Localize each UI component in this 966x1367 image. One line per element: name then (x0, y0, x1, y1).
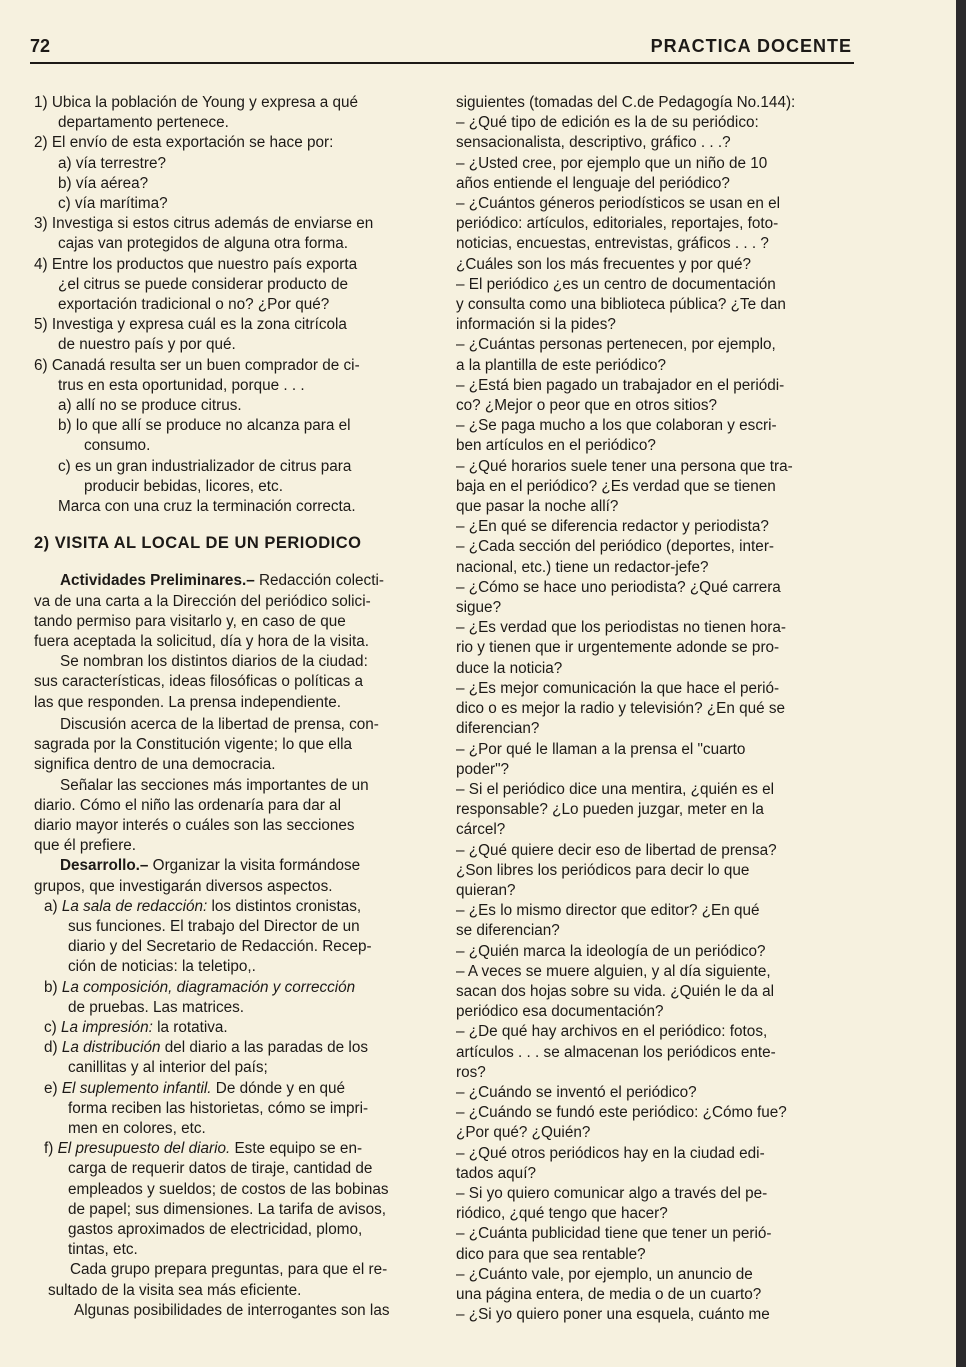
text-line: que pasar la noche allí? (456, 498, 619, 516)
text-line: – A veces se muere alguien, y al día siguiente, (456, 962, 771, 980)
text-line: Cada grupo prepara preguntas, para que el re- (70, 1261, 388, 1279)
text-line: años entiende el lenguaje del periódico? (456, 174, 730, 192)
text-line: Algunas posibilidades de interrogantes son las (74, 1301, 390, 1319)
text-line: duce la noticia? (456, 659, 563, 677)
text-line: carga de requerir datos de tiraje, cantidad de (68, 1160, 373, 1178)
text-line: ¿el citrus se puede considerar producto de (58, 275, 348, 293)
text-line: periódico esa documentación? (456, 1003, 664, 1021)
running-header (30, 36, 852, 62)
text-line: Desarrollo.– Organizar la visita formándose (60, 857, 361, 875)
text-line: fuera aceptada la solicitud, día y hora de la visita. (34, 633, 370, 651)
text-line: ción de noticias: la teletipo,. (68, 958, 256, 976)
run-in-heading: Desarrollo.– (60, 857, 149, 875)
running-title: PRACTICA DOCENTE (650, 36, 852, 56)
text-line: e) El suplemento infantil. De dónde y en qué (44, 1079, 346, 1097)
run-in-heading: Actividades Preliminares.– (60, 572, 255, 590)
text-line: dico o es mejor la radio y televisión? ¿En qué se (456, 700, 786, 718)
text-line: cajas van protegidos de alguna otra forma. (58, 235, 348, 253)
text-line: forma reciben las historietas, cómo se impri- (68, 1099, 369, 1117)
text-line: diario. Cómo el niño las ordenaría para dar al (34, 796, 341, 814)
text-line: – ¿Es mejor comunicación la que hace el perió- (456, 679, 780, 697)
text-line: men en colores, etc. (68, 1119, 206, 1137)
text-line: – ¿Cuánta publicidad tiene que tener un perió- (456, 1225, 772, 1243)
text-line: – ¿Qué quiere decir eso de libertad de prensa? (456, 841, 777, 859)
text-line: – ¿Qué horarios suele tener una persona que tra- (456, 457, 793, 475)
text-line: sultado de la visita sea más eficiente. (48, 1281, 302, 1299)
text-line: Señalar las secciones más importantes de un (60, 776, 369, 794)
section-title: 2) VISITA AL LOCAL DE UN PERIODICO (34, 534, 362, 553)
text-line: a la plantilla de este periódico? (456, 356, 667, 374)
text-line: exportación tradicional o no? ¿Por qué? (58, 296, 330, 314)
text-line: ¿Son libres los periódicos para decir lo que (456, 861, 750, 879)
text-line: y consulta como una biblioteca pública? ¿Te dan (456, 296, 786, 314)
text-line: a) vía terrestre? (58, 154, 166, 172)
text-line: sensacionalista, descriptivo, gráfico . . .? (456, 134, 731, 152)
text-line: sigue? (456, 599, 502, 617)
text-line: 3) Investiga si estos citrus además de enviarse en (34, 215, 374, 233)
text-line: nacional, etc.) tiene un redactor-jefe? (456, 558, 709, 576)
text-line: sagrada por la Constitución vigente; lo que ella (34, 736, 353, 754)
text-line: 1) Ubica la población de Young y expresa a qué (34, 94, 359, 111)
text-line: tando permiso para visitarlo y, en caso de que (34, 612, 346, 630)
text-line: – ¿Cada sección del periódico (deportes, inter- (456, 538, 775, 556)
text-line: – ¿Se paga mucho a los que colaboran y escri- (456, 417, 777, 435)
text-line: c) vía marítima? (58, 195, 168, 213)
text-line: diferencian? (456, 720, 540, 738)
text-line: producir bebidas, licores, etc. (84, 477, 283, 495)
text-line: b) vía aérea? (58, 174, 149, 192)
text-line: va de una carta a la Dirección del periódico solici- (34, 592, 371, 610)
text-line: significa dentro de una democracia. (34, 756, 276, 774)
text-line: – ¿Qué tipo de edición es la de su periódico: (456, 114, 759, 132)
text-line: – ¿Es verdad que los periodistas no tienen hora- (456, 619, 786, 637)
text-line: tados aquí? (456, 1164, 536, 1182)
text-line: ¿Por qué? ¿Quién? (456, 1124, 591, 1142)
text-line: grupos, que investigarán diversos aspectos. (34, 877, 333, 895)
text-line: información si la pides? (456, 316, 616, 334)
text-line: canillitas y al interior del país; (68, 1059, 268, 1077)
text-line: noticias, encuestas, entrevistas, gráficos . . . ? (456, 235, 769, 253)
text-line: – ¿Quién marca la ideología de un periódico? (456, 942, 766, 960)
text-line: 4) Entre los productos que nuestro país exporta (34, 255, 358, 273)
text-line: – ¿Cuánto vale, por ejemplo, un anuncio de (456, 1265, 753, 1283)
text-line: – ¿Si yo quiero poner una esquela, cuánto me (456, 1306, 770, 1324)
text-line: f) El presupuesto del diario. Este equipo se en- (44, 1140, 363, 1158)
text-line: 5) Investiga y expresa cuál es la zona citrícola (34, 316, 347, 334)
text-line: – ¿Cómo se hace uno periodista? ¿Qué carrera (456, 578, 781, 596)
text-line: – ¿Cuántos géneros periodísticos se usan en el (456, 195, 780, 213)
text-line: de papel; sus dimensiones. La tarifa de avisos, (68, 1200, 387, 1218)
text-line: ben artículos en el periódico? (456, 437, 656, 455)
text-line: a) La sala de redacción: los distintos cronistas, (44, 897, 362, 915)
text-line: gastos aproximados de electricidad, plomo, (68, 1220, 363, 1238)
text-line: quieran? (456, 881, 516, 899)
text-line: b) La composición, diagramación y corrección (44, 978, 356, 996)
header-rule (30, 62, 854, 64)
text-line: baja en el periódico? ¿Es verdad que se tienen (456, 477, 776, 495)
text-line: poder"? (456, 760, 510, 778)
text-line: ¿Cuáles son los más frecuentes y por qué? (456, 255, 752, 273)
text-line: diario y del Secretario de Redacción. Recep- (68, 938, 372, 956)
text-line: Discusión acerca de la libertad de prensa, con- (60, 715, 379, 733)
text-line: – ¿En qué se diferencia redactor y periodista? (456, 518, 769, 536)
right-column (456, 93, 856, 1325)
text-line: dico para que sea rentable? (456, 1245, 646, 1263)
text-line: – Si yo quiero comunicar algo a través del pe- (456, 1184, 768, 1202)
text-line: Actividades Preliminares.– Redacción colecti- (60, 572, 384, 590)
text-line: – ¿Qué otros periódicos hay en la ciudad edi- (456, 1144, 765, 1162)
text-line: d) La distribución del diario a las paradas de los (44, 1039, 368, 1057)
text-line: ros? (456, 1063, 486, 1081)
text-line: c) La impresión: la rotativa. (44, 1018, 228, 1036)
text-line: empleados y sueldos; de costos de las bobinas (68, 1180, 389, 1198)
text-line: – ¿Está bien pagado un trabajador en el periódi- (456, 376, 785, 394)
text-line: a) allí no se produce citrus. (58, 397, 242, 415)
text-line: – ¿Por qué le llaman a la prensa el "cuarto (456, 740, 746, 758)
text-line: departamento pertenece. (58, 114, 229, 132)
text-line: 2) El envío de esta exportación se hace por: (34, 134, 334, 152)
text-line: trus en esta oportunidad, porque . . . (58, 376, 305, 394)
text-line: sus características, ideas filosóficas o políticas a (34, 673, 364, 691)
text-line: – ¿Cuántas personas pertenecen, por ejemplo, (456, 336, 776, 354)
text-line: diario mayor interés o cuáles son las secciones (34, 816, 355, 834)
text-line: periódico: artículos, editoriales, reportajes, foto- (456, 215, 779, 233)
text-line: Marca con una cruz la terminación correcta. (58, 498, 356, 516)
text-line: de pruebas. Las matrices. (68, 998, 245, 1016)
text-line: rio y tienen que ir urgentemente adonde se pro- (456, 639, 780, 657)
text-line: consumo. (84, 437, 151, 455)
text-line: – ¿Cuándo se fundó este periódico: ¿Cómo fue? (456, 1104, 787, 1122)
text-line: – ¿Cuándo se inventó el periódico? (456, 1083, 697, 1101)
page-edge (956, 0, 966, 1367)
text-line: Se nombran los distintos diarios de la ciudad: (60, 653, 368, 671)
text-line: responsable? ¿Lo pueden juzgar, meter en la (456, 801, 764, 819)
text-line: se diferencian? (456, 922, 560, 940)
text-line: – ¿Usted cree, por ejemplo que un niño de 10 (456, 154, 768, 172)
text-line: c) es un gran industrializador de citrus para (58, 457, 352, 475)
text-line: tintas, etc. (68, 1241, 138, 1259)
text-line: sacan dos hojas sobre su vida. ¿Quién le da al (456, 982, 775, 1000)
text-line: siguientes (tomadas del C.de Pedagogía No.144): (456, 94, 796, 111)
text-line: – Si el periódico dice una mentira, ¿quién es el (456, 780, 775, 798)
text-line: cárcel? (456, 821, 506, 839)
text-line: – ¿Es lo mismo director que editor? ¿En qué (456, 902, 760, 920)
text-line: artículos . . . se almacenan los periódicos ente- (456, 1043, 776, 1061)
text-line: co? ¿Mejor o peor que en otros sitios? (456, 397, 718, 415)
text-line: – ¿De qué hay archivos en el periódico: fotos, (456, 1023, 768, 1041)
text-line: riódico, ¿qué tengo que hacer? (456, 1205, 668, 1223)
page-number: 72 (30, 36, 51, 56)
text-line: de nuestro país y por qué. (58, 336, 236, 354)
left-column (34, 93, 434, 1321)
text-line: 6) Canadá resulta ser un buen comprador de ci- (34, 356, 360, 374)
text-line: una página entera, de media o de un cuarto? (456, 1285, 762, 1303)
text-line: que él prefiere. (34, 837, 137, 855)
text-line: b) lo que allí se produce no alcanza para el (58, 417, 351, 435)
text-line: – El periódico ¿es un centro de documentación (456, 275, 776, 293)
text-line: sus funciones. El trabajo del Director de un (68, 917, 360, 935)
text-line: las que responden. La prensa independiente. (34, 693, 342, 711)
